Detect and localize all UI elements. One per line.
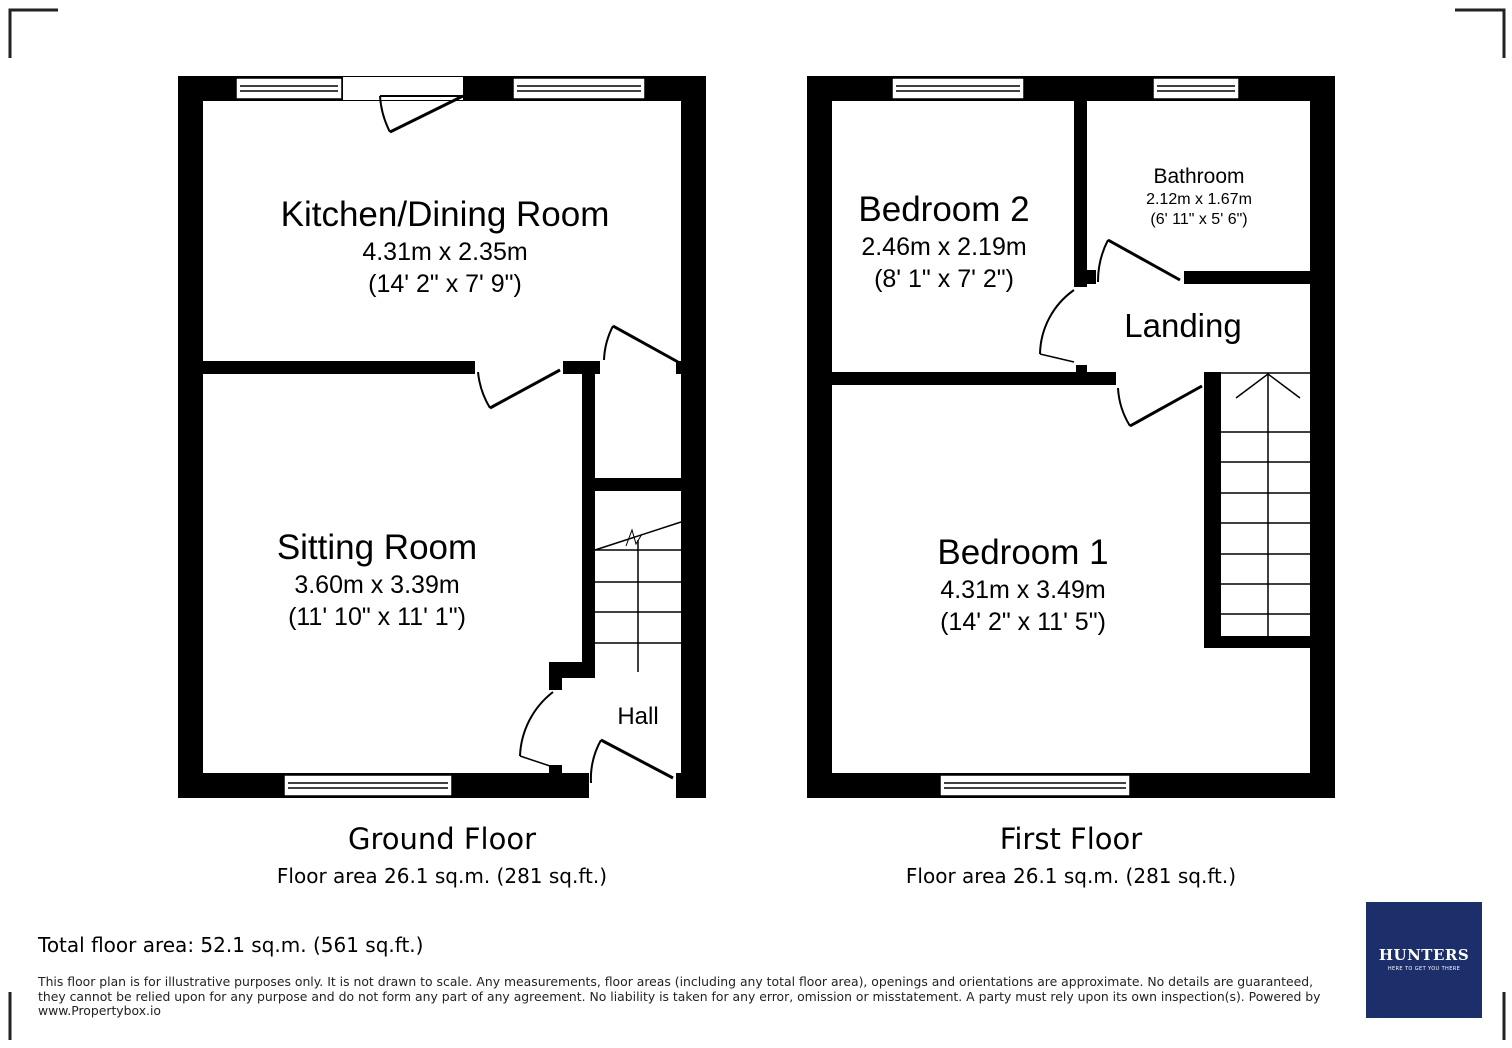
ground-floor-stairs <box>595 522 681 672</box>
ground-floor-title: Ground Floor <box>347 822 537 856</box>
kitchen-dining-room-metric: 4.31m x 2.35m <box>362 238 528 266</box>
bedroom-1-metric: 4.31m x 3.49m <box>940 576 1106 604</box>
kitchen-dining-room-name: Kitchen/Dining Room <box>280 195 610 234</box>
logo-brand: HUNTERS <box>1378 946 1470 964</box>
bathroom-imperial: (6' 11" x 5' 6") <box>1150 211 1248 228</box>
ground-floor-labels <box>277 195 659 730</box>
ground-floor-walls <box>178 76 706 798</box>
bedroom-1-name: Bedroom 1 <box>937 533 1109 572</box>
bedroom-2-imperial: (8' 1" x 7' 2") <box>874 265 1014 293</box>
first-floor-stairs <box>1221 373 1310 636</box>
ground-floor-doors <box>343 77 678 797</box>
bathroom-name: Bathroom <box>1153 165 1245 188</box>
disclaimer-text: This floor plan is for illustrative purposes only. It is not drawn to scale. Any measurements, floor areas (including any total floor area), openings and orientations are approximate. No details are guaranteed, they cannot be relied upon for any purpose and do not form any part of any agreement. No liability is taken for any error, omission or misstatement. A party must rely upon its own inspection(s). Powered by www.Propertybox.io <box>38 974 1321 1018</box>
bathroom-metric: 2.12m x 1.67m <box>1146 191 1252 208</box>
hall-name: Hall <box>617 703 659 730</box>
logo-tagline: HERE TO GET YOU THERE <box>1387 966 1461 972</box>
hunters-logo <box>1366 902 1482 1018</box>
sitting-room-name: Sitting Room <box>276 528 478 567</box>
landing-name: Landing <box>1124 307 1242 344</box>
bedroom-2-name: Bedroom 2 <box>858 190 1030 229</box>
sitting-room-imperial: (11' 10" x 11' 1") <box>288 603 466 631</box>
bedroom-1-imperial: (14' 2" x 11' 5") <box>940 608 1106 636</box>
first-floor-labels <box>858 165 1252 636</box>
sitting-room-metric: 3.60m x 3.39m <box>294 571 460 599</box>
first-floor-walls <box>807 76 1335 798</box>
first-floor-area: Floor area 26.1 sq.m. (281 sq.ft.) <box>905 864 1237 888</box>
bedroom-2-metric: 2.46m x 2.19m <box>861 233 1027 261</box>
ground-floor-area: Floor area 26.1 sq.m. (281 sq.ft.) <box>276 864 608 888</box>
first-floor-title: First Floor <box>999 822 1143 856</box>
kitchen-dining-room-imperial: (14' 2" x 7' 9") <box>368 270 522 298</box>
total-floor-area: Total floor area: 52.1 sq.m. (561 sq.ft.) <box>38 933 424 957</box>
